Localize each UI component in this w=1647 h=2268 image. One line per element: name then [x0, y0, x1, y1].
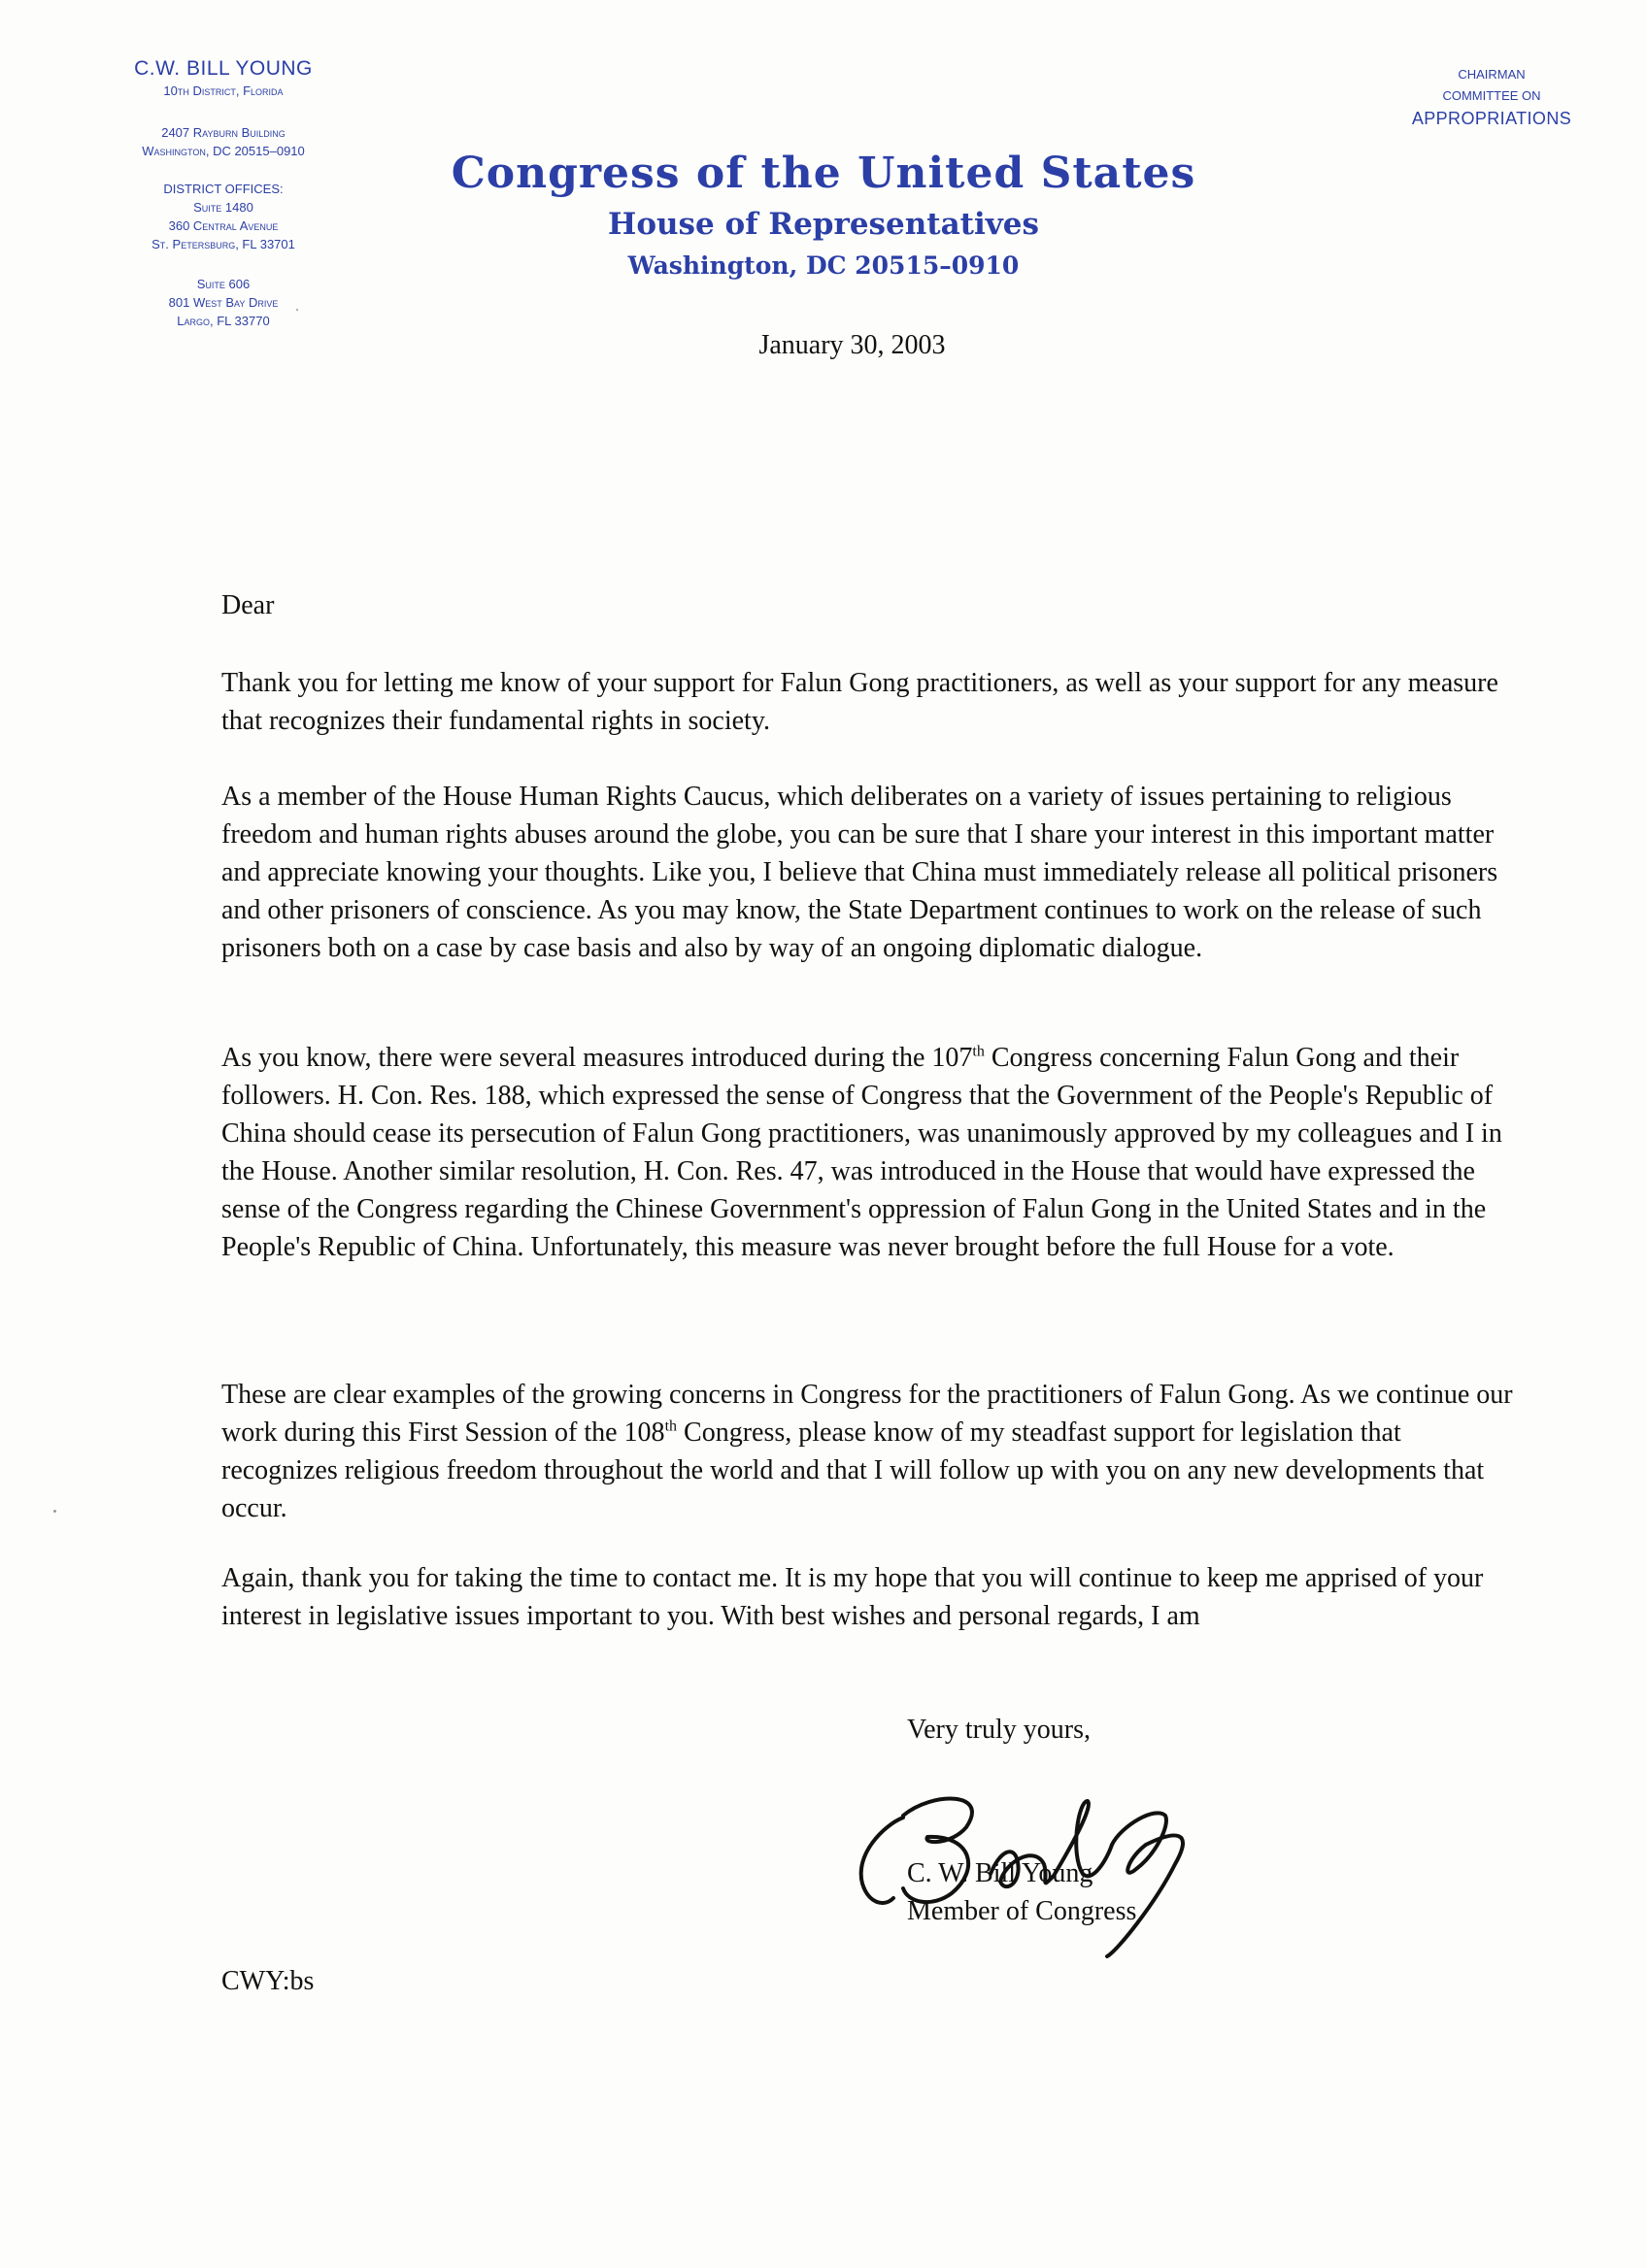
paragraph-1: Thank you for letting me know of your support for Falun Gong practitioners, as well as your support for any measure that recognizes their fundamental rights in society. — [221, 668, 1498, 736]
office2-line2: 801 West Bay Drive — [168, 295, 279, 310]
office1-line2: 360 Central Avenue — [168, 218, 279, 233]
paragraph-4-a: These are clear examples of the growing concerns in Congress for the practitioners of Falun Gong. As we continue our work during this First Session of the 108 — [221, 1380, 1513, 1448]
paragraph-4 — [221, 1376, 1523, 1527]
paragraph-5-block — [221, 1559, 1523, 1635]
office1-line3: St. Petersburg, FL 33701 — [151, 237, 295, 251]
committee-name: APPROPRIATIONS — [1411, 109, 1572, 128]
office2-line3: Largo, FL 33770 — [177, 314, 270, 328]
scan-speck — [296, 309, 298, 311]
signer-title: Member of Congress — [907, 1896, 1137, 1926]
ordinal-suffix: th — [972, 1043, 985, 1060]
member-name: C.W. BILL YOUNG — [134, 57, 313, 80]
paragraph-1-block — [221, 664, 1523, 740]
house-heading: House of Representatives — [608, 207, 1039, 242]
paragraph-3-b: Congress concerning Falun Gong and their followers. H. Con. Res. 188, which expressed the sense of Congress that the Government of the People's Republic of China should cease its persecution of Falun Gong practitioners, was unanimously approved by my colleagues and I in the House. Another similar resolution, H. Con. Res. 47, was introduced in the House that would have expressed the sense of the Congress regarding the Chinese Government's oppression of Falun Gong in the United States and in the People's Republic of China. Unfortunately, this measure was never brought before the full House for a vote. — [221, 1043, 1502, 1262]
salutation: Dear — [221, 590, 275, 620]
office2-line1: Suite 606 — [196, 277, 251, 291]
letterhead-center — [0, 146, 1647, 285]
member-district: 10th District, Florida — [163, 83, 284, 98]
paragraph-5: Again, thank you for taking the time to contact me. It is my hope that you will continue to keep me apprised of your interest in legislative issues important to you. With best wishes and personal regards, I am — [221, 1563, 1484, 1631]
paragraph-2-block — [221, 778, 1523, 967]
office1-line1: Suite 1480 — [193, 200, 253, 215]
ordinal-suffix: th — [664, 1418, 678, 1435]
paragraph-3-a: As you know, there were several measures introduced during the 107 — [221, 1043, 973, 1073]
committee-label: COMMITTEE ON — [1442, 88, 1541, 103]
chairman-title: CHAIRMAN — [1458, 67, 1526, 82]
scan-speck — [53, 1510, 56, 1513]
paragraph-4-b: Congress, please know of my steadfast support for legislation that recognizes religious freedom throughout the world and that I will follow up with you on any new developments that occur. — [221, 1418, 1485, 1523]
dc-office-line1: 2407 Rayburn Building — [161, 125, 286, 140]
letterhead-right — [1385, 64, 1598, 130]
typist-initials: CWY:bs — [221, 1966, 315, 1996]
paragraph-4-block — [221, 1376, 1523, 1527]
congress-heading: Congress of the United States — [451, 149, 1196, 198]
washington-address: Washington, DC 20515–0910 — [627, 251, 1020, 280]
complimentary-close: Very truly yours, — [907, 1715, 1091, 1745]
paragraph-3 — [221, 1039, 1523, 1266]
dc-office-line2: Washington, DC 20515–0910 — [142, 144, 305, 158]
signer-name: C. W. Bill Young — [907, 1858, 1093, 1888]
letter-date: January 30, 2003 — [758, 330, 946, 360]
district-offices-label: DISTRICT OFFICES: — [163, 182, 284, 196]
paragraph-2: As a member of the House Human Rights Caucus, which deliberates on a variety of issues pertaining to religious freedom and human rights abuses around the globe, you can be sure that I share your interest in this important matter and appreciate knowing your thoughts. Like you, I believe that China must immediately release all political prisoners and other prisoners of conscience. As you may know, the State Department continues to work on the release of such prisoners both on a case by case basis and also by way of an ongoing diplomatic dialogue. — [221, 782, 1498, 963]
paragraph-3-block — [221, 1039, 1523, 1266]
